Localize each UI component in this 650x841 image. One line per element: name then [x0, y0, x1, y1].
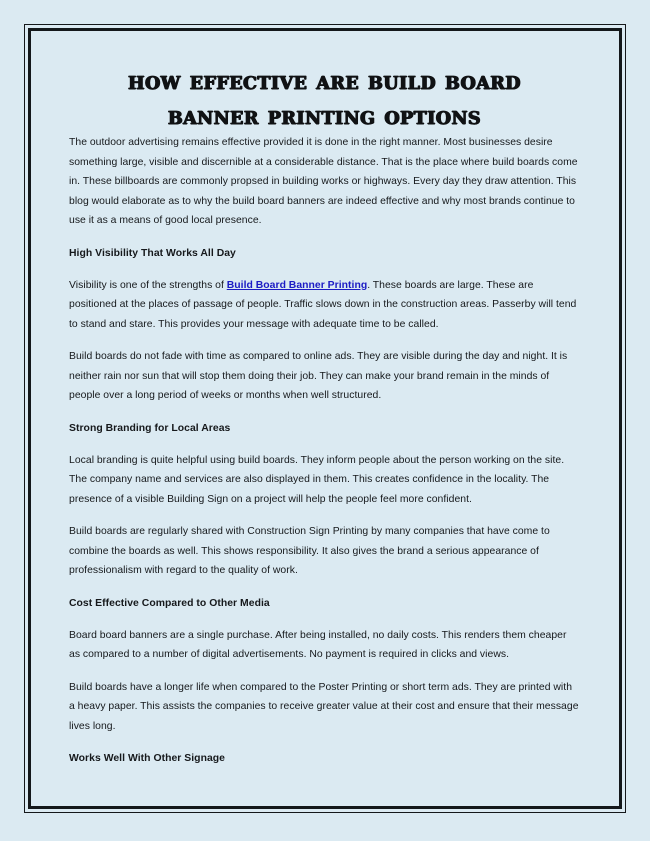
section-2-paragraph-1: Local branding is quite helpful using build boards. They inform people about the person working on the site. The company name and services are also displayed in them. This creates confidence in the locality. The presence of a visible Building Sign on a project will help the people feel more confident.	[69, 454, 565, 505]
section-heading-cost-effective: Cost Effective Compared to Other Media	[69, 597, 270, 609]
build-board-banner-printing-link[interactable]: Build Board Banner Printing	[226, 279, 368, 291]
section-1-paragraph-1	[69, 276, 580, 335]
section-heading-high-visibility: High Visibility That Works All Day	[69, 247, 236, 259]
section-1-paragraph-2: Build boards do not fade with time as compared to online ads. They are visible during the day and night. It is neither rain nor sun that will stop them doing their job. They can make your brand remain in the minds of people over a long period of weeks or months when well structured.	[69, 351, 568, 401]
section-2-paragraph-2: Build boards are regularly shared with Construction Sign Printing by many companies that have come to combine the boards as well. This shows responsibility. It also gives the brand a serious appearance of professionalism with regard to the quality of work.	[69, 526, 550, 576]
section-3-paragraph-1: Board board banners are a single purchase. After being installed, no daily costs. This renders them cheaper as compared to a number of digital advertisements. No payment is required in clicks and views.	[69, 629, 567, 660]
page-border-outer	[24, 24, 626, 813]
section-1-text-before-link: Visibility is one of the strengths of	[69, 279, 227, 291]
page-title-line-1: how effective are build board	[128, 66, 521, 95]
page-title-line-2: banner printing options	[167, 101, 482, 130]
section-heading-works-well: Works Well With Other Signage	[69, 753, 225, 763]
section-3-paragraph-2: Build boards have a longer life when compared to the Poster Printing or short term ads. They are printed with a heavy paper. This assists the companies to receive greater value at their cost and ensure that their message lives long.	[69, 681, 579, 732]
page-title	[77, 63, 573, 133]
document-body	[69, 63, 580, 763]
section-1-text-after-link: . These boards are large. These are positioned at the places of passage of people. Traffic slows down in the construction areas. Passerby will tend to stand and stare. This provides your message with adequate time to be called.	[69, 279, 577, 330]
section-heading-strong-branding: Strong Branding for Local Areas	[69, 422, 231, 434]
intro-paragraph: The outdoor advertising remains effective provided it is done in the right manner. Most businesses desire something large, visible and discernible at a considerable distance. That is the place where build boards come in. These billboards are commonly propsed in building works or highways. Every day they draw attention. This blog would elaborate as to why the build board banners are indeed effective and why most brands continue to use it as a means of good local presence.	[69, 137, 578, 226]
